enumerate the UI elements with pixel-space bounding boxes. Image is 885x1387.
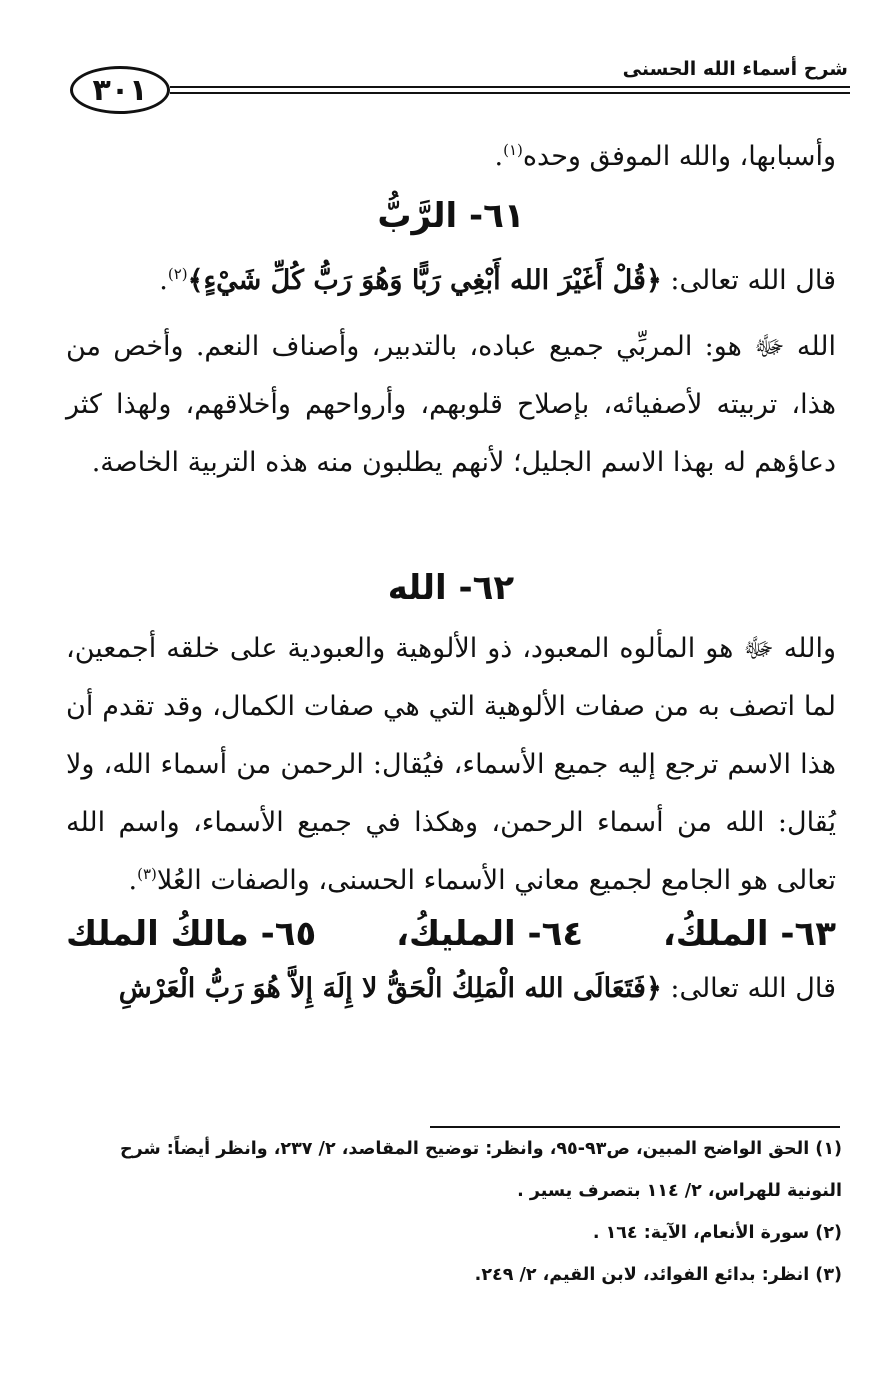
footnote-ref-2: (٢) xyxy=(167,265,188,283)
footnote-ref-1: (١) xyxy=(503,141,523,159)
paragraph-61: الله ﷻ هو: المربِّي جميع عباده، بالتدبير، وأصناف النعم. وأخص من هذا، تربيته لأصفيائه، بإصلاح قلوبهم، وأرواحهم وأخلاقهم، ولهذا كثر دعاؤهم له بهذا الاسم الجليل؛ لأنهم يطلبون منه هذه التربية الخاصة. xyxy=(66,331,836,478)
paragraph-62-text: والله ﷻ هو المألوه المعبود، ذو الألوهية والعبودية على خلقه أجمعين، لما اتصف به من صفات الألوهية التي هي صفات الكمال، وقد تقدم أن هذا الاسم ترجع إليه جميع الأسماء، فيُقال: الرحمن من أسماء الله، ولا يُقال: الله من أسماء الرحمن، وهكذا في جميع الأسماء، واسم الله تعالى هو الجامع لجميع معاني الأسماء الحسنى، والصفات العُلا xyxy=(66,633,836,896)
page-header xyxy=(70,60,850,130)
footnote-1-line-2: النونية للهراس، ٢/ ١١٤ بتصرف يسير . xyxy=(517,1181,842,1201)
intro-line xyxy=(66,128,836,186)
running-title: شرح أسماء الله الحسنى xyxy=(617,58,848,80)
intro-end: . xyxy=(494,141,504,172)
header-rule-double xyxy=(170,92,850,94)
verse-63-text: ﴿فَتَعَالَى الله الْمَلِكُ الْحَقُّ لا إِلَهَ إِلاَّ هُوَ رَبُّ الْعَرْشِ xyxy=(118,973,662,1004)
footnote-2: (٢) سورة الأنعام، الآية: ١٦٤ . xyxy=(592,1223,842,1243)
heading-65: ٦٥- مالكُ الملك xyxy=(66,914,317,954)
verse-61-end: . xyxy=(159,265,168,296)
header-rule xyxy=(170,86,850,88)
paragraph-62-end: . xyxy=(128,865,138,896)
verse-61 xyxy=(66,252,836,310)
footnote-separator xyxy=(430,1126,840,1128)
heading-62: ٦٢- الله xyxy=(387,568,515,608)
verse-63-intro: قال الله تعالى: xyxy=(661,973,836,1004)
verse-61-intro: قال الله تعالى: xyxy=(661,265,836,296)
page-number: ٣٠١ xyxy=(70,66,170,114)
footnote-1-line-1: (١) الحق الواضح المبين، ص٩٣-٩٥، وانظر: توضيح المقاصد، ٢/ ٢٣٧، وانظر أيضاً: شرح xyxy=(120,1139,842,1159)
paragraph-62 xyxy=(66,620,836,910)
heading-64: ٦٤- المليكُ، xyxy=(396,914,584,954)
heading-61: ٦١- الرَّبُّ xyxy=(377,196,525,236)
intro-text: وأسبابها، والله الموفق وحده xyxy=(522,141,836,172)
heading-63: ٦٣- الملكُ، xyxy=(662,914,836,954)
footnote-3: (٣) انظر: بدائع الفوائد، لابن القيم، ٢/ ٢٤٩. xyxy=(474,1265,842,1285)
footnote-ref-3: (٣) xyxy=(137,865,157,883)
heading-63-65 xyxy=(66,914,836,954)
verse-61-text: ﴿قُلْ أَغَيْرَ الله أَبْغِي رَبًّا وَهُوَ رَبُّ كُلِّ شَيْءٍ﴾ xyxy=(187,265,662,296)
verse-63 xyxy=(66,960,836,1018)
